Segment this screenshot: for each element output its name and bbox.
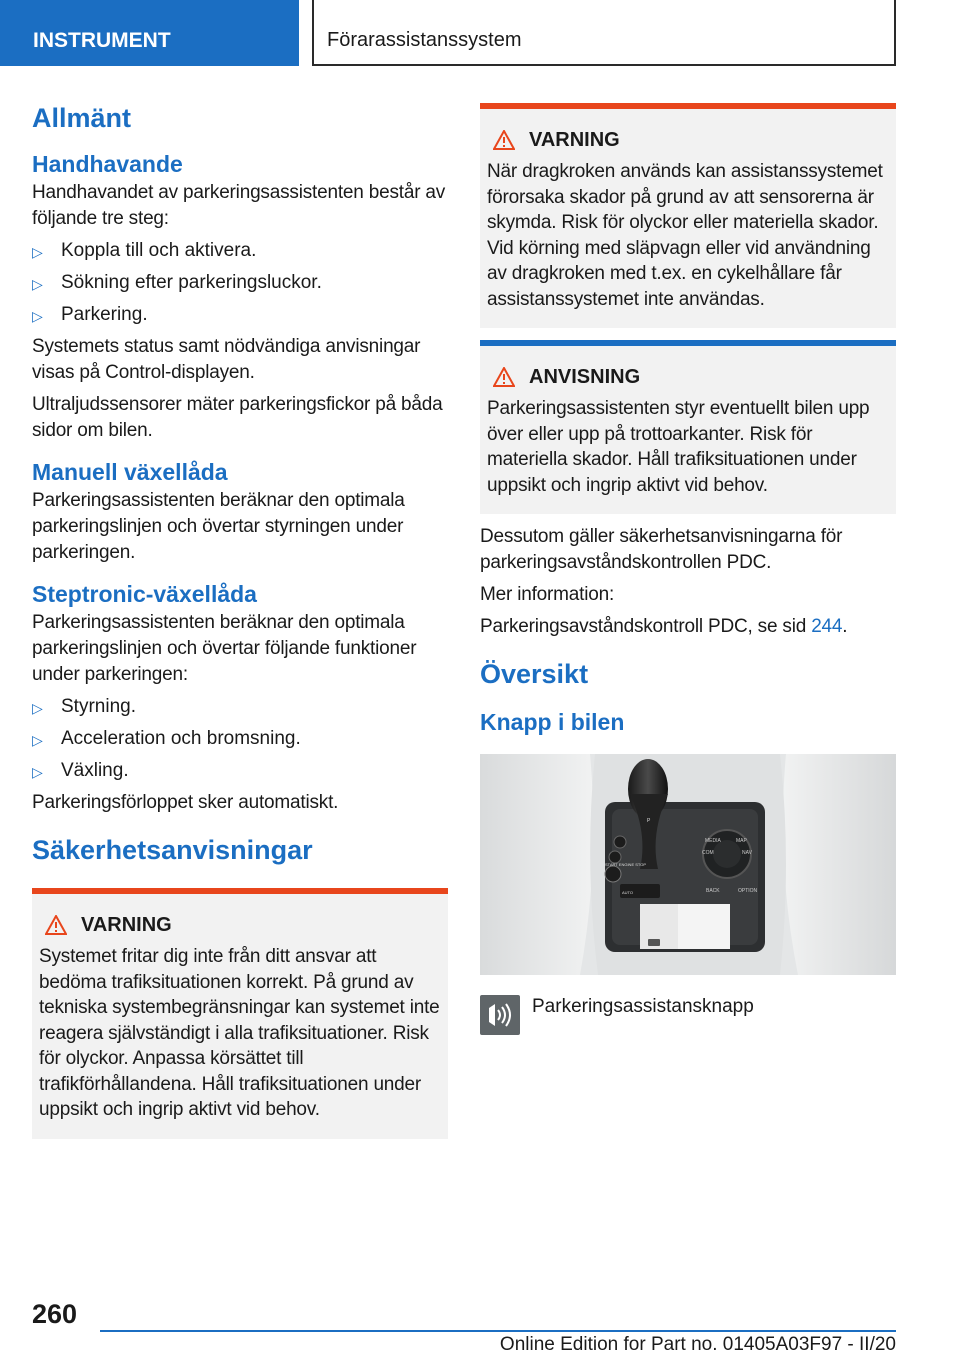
center-console-photo: [480, 754, 896, 975]
com-label: COM: [702, 850, 714, 856]
left-column: [32, 98, 448, 1139]
notice-text: Parkeringsassistenten styr eventuellt bilen upp över eller upp på trottoarkanter. Risk för materiella skador. Håll trafiksituationen under uppsikt och ingrip aktivt vid behov.: [487, 398, 870, 496]
media-label: MEDIA: [705, 838, 721, 844]
back-label: BACK: [706, 888, 720, 894]
notice-triangle-icon: [493, 367, 515, 387]
list-item: ▷ Sökning efter parkeringsluckor.: [32, 270, 448, 296]
right-column: [480, 103, 896, 1035]
warning-text: Systemet fritar dig inte från ditt ansvar att bedöma trafiksituationen korrekt. På grund av tekniska systembegränsningar kan systemet inte reagera självständigt i alla trafiksituationer. Risk för olyckor. Anpassa körsättet till trafikförhållandena. Håll trafiksituationen under uppsikt och ingrip aktivt vid behov.: [39, 946, 440, 1120]
paragraph-steptronic: Parkeringsassistenten beräknar den optimala parkeringslinjen och övertar följande funktioner under parkeringen:: [32, 612, 417, 685]
heading-general: Allmänt: [32, 103, 132, 133]
warning-triangle-icon: [45, 915, 67, 935]
list-item: ▷ Acceleration och bromsning.: [32, 726, 448, 752]
center-console-illustration: [480, 754, 896, 975]
auto-label: AUTO: [622, 890, 634, 895]
paragraph-pdc: Dessutom gäller säkerhetsanvisningarna för parkeringsavståndskontrollen PDC.: [480, 526, 843, 573]
warning-text: När dragkroken används kan assistanssystemet förorsaka skador på grund av att sensorerna är skymda. Risk för olyckor eller materiella skador. Vid körning med släpvagn eller vid användning av dragkroken med t.ex. en cykelhållare får assistanssystemet inte användas.: [487, 161, 883, 310]
edition-info: Online Edition for Part no. 01405A03F97 - II/20: [499, 1334, 896, 1355]
notice-box: [480, 340, 896, 514]
parking-assistant-button-icon: [480, 995, 520, 1035]
list-item: ▷ Parkering.: [32, 302, 448, 328]
chapter-title: Förarassistanssystem: [312, 0, 896, 66]
paragraph-sensors: Ultraljudssensorer mäter parkeringsfickor på båda sidor om bilen.: [32, 394, 443, 441]
heading-button: Knapp i bilen: [480, 709, 625, 735]
heading-steptronic: Steptronic-växellåda: [32, 581, 257, 607]
legend-row: [480, 995, 896, 1035]
triangle-bullet-icon: ▷: [32, 308, 43, 324]
functions-list: [32, 694, 448, 784]
heading-safety: Säkerhetsanvisningar: [32, 835, 313, 865]
notice-title: ANVISNING: [493, 364, 888, 390]
section-tab: INSTRUMENT: [0, 0, 299, 66]
paragraph-handling: Handhavandet av parkeringsassistenten består av följande tre steg:: [32, 182, 446, 229]
paragraph-auto: Parkeringsförloppet sker automatiskt.: [32, 792, 339, 813]
warning-box: [32, 888, 448, 1139]
start-stop-label: START ENGINE STOP: [605, 862, 647, 867]
nav-label: NAV: [742, 850, 752, 856]
list-item: ▷ Styrning.: [32, 694, 448, 720]
page-header: [0, 0, 960, 66]
page-number: 260: [32, 1299, 78, 1329]
paragraph-manual: Parkeringsassistenten beräknar den optimala parkeringslinjen och övertar styrningen under parkeringen.: [32, 490, 405, 563]
legend-label: Parkeringsassistansknapp: [532, 996, 754, 1017]
steps-list: [32, 238, 448, 328]
heading-handling: Handhavande: [32, 151, 183, 177]
heading-overview: Översikt: [480, 659, 589, 689]
warning-box: [480, 103, 896, 328]
warning-triangle-icon: [493, 130, 515, 150]
list-item: ▷ Växling.: [32, 758, 448, 784]
triangle-bullet-icon: ▷: [32, 764, 43, 780]
map-label: MAP: [736, 838, 747, 844]
heading-manual: Manuell växellåda: [32, 459, 228, 485]
option-label: OPTION: [738, 888, 758, 894]
triangle-bullet-icon: ▷: [32, 700, 43, 716]
list-item: ▷ Koppla till och aktivera.: [32, 238, 448, 264]
paragraph-status: Systemets status samt nödvändiga anvisningar visas på Control-displayen.: [32, 336, 421, 383]
triangle-bullet-icon: ▷: [32, 276, 43, 292]
page-link[interactable]: 244: [811, 616, 843, 637]
triangle-bullet-icon: ▷: [32, 732, 43, 748]
paragraph-reference: Parkeringsavståndskontroll PDC, se sid 244.: [480, 616, 848, 637]
park-label: P: [647, 818, 651, 824]
warning-title: VARNING: [45, 912, 440, 938]
triangle-bullet-icon: ▷: [32, 244, 43, 260]
paragraph-more-info: Mer information:: [480, 584, 615, 605]
footer-divider: [100, 1330, 896, 1332]
warning-title: VARNING: [493, 127, 888, 153]
